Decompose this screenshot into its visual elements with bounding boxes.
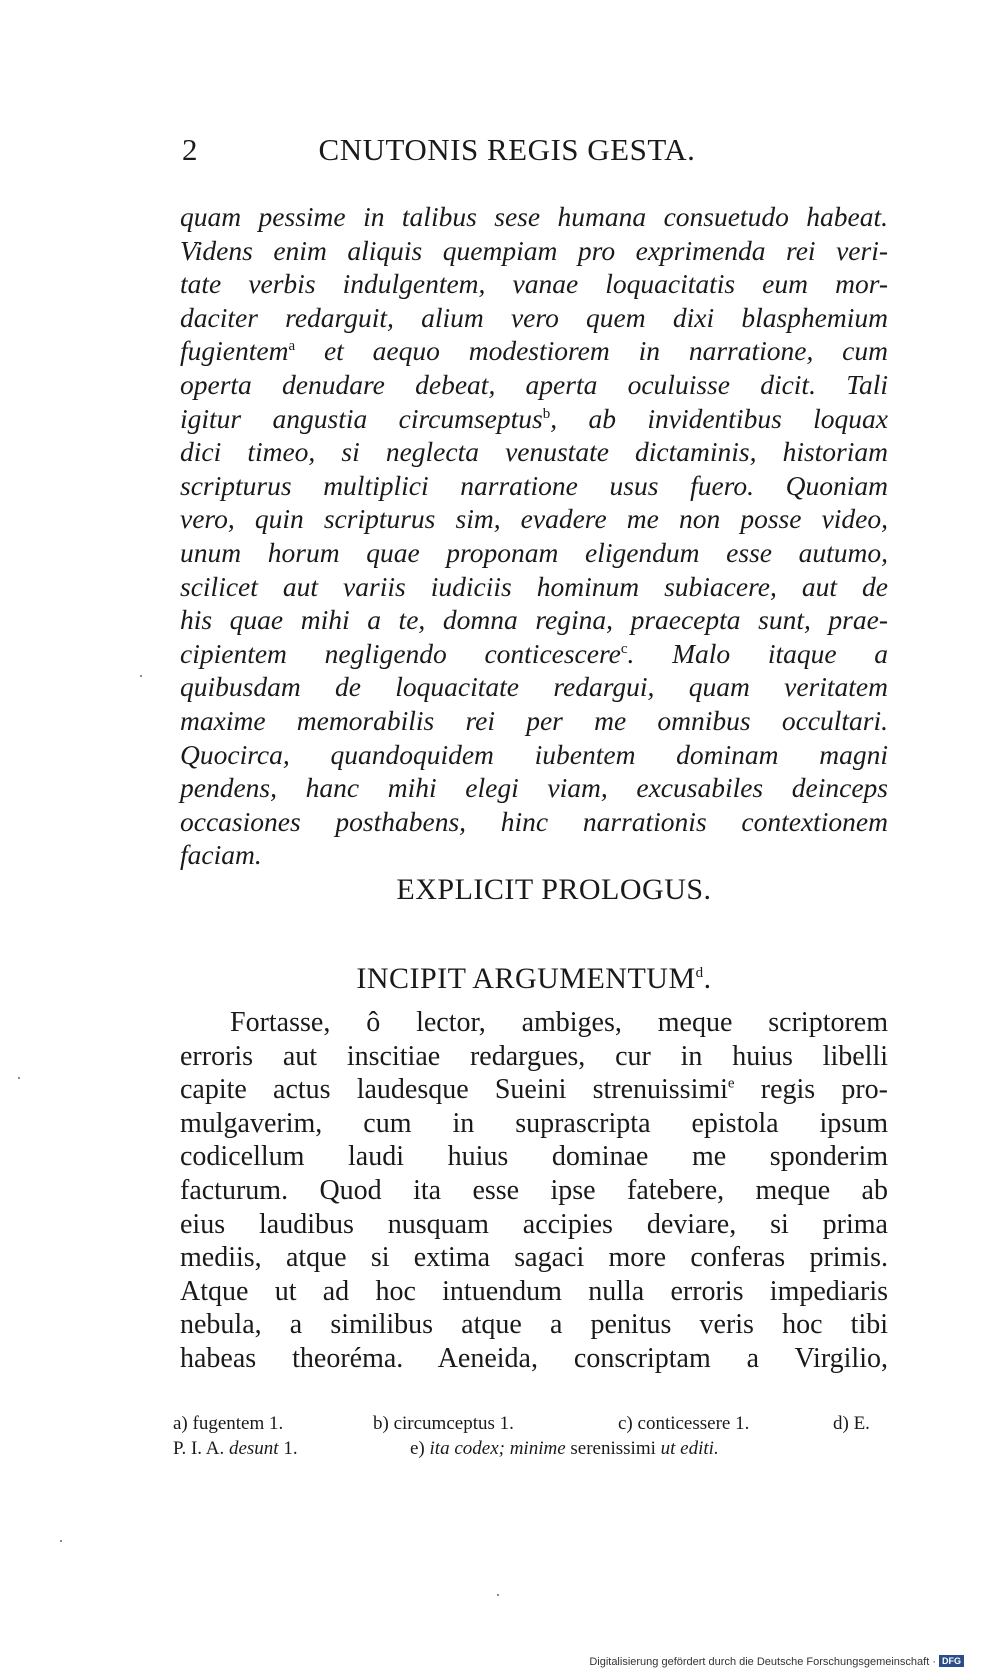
- footnote-d-desunt: desunt: [228, 1438, 279, 1459]
- text-line: daciter redarguit, alium vero quem dixi blasphemium: [180, 301, 888, 333]
- scan-speck: [140, 675, 142, 677]
- scan-speck: [497, 1594, 499, 1596]
- running-head: [182, 132, 832, 172]
- text-line: his quae mihi a te, domna regina, praecepta sunt, prae-: [180, 604, 888, 636]
- footnote-mark-b: b: [542, 405, 551, 422]
- text-line: operta denudare debeat, aperta oculuisse dicit. Tali: [180, 368, 888, 400]
- footnote-b: b) circumceptus 1.: [373, 1413, 514, 1434]
- text-line: [180, 334, 888, 368]
- scan-speck: [18, 1077, 20, 1079]
- footnote-mark-c: c: [620, 640, 628, 657]
- text-line: scripturus multiplici narratione usus fuero. Quoniam: [180, 469, 888, 501]
- digitization-credit-text: Digitalisierung gefördert durch die Deutsche Forschungsgemeinschaft ·: [589, 1656, 936, 1668]
- text-line: mediis, atque si extima sagaci more conferas primis.: [180, 1242, 888, 1274]
- text-line: Atque ut ad hoc intuendum nulla erroris impediaris: [180, 1275, 888, 1307]
- text-line: dici timeo, si neglecta venustate dictaminis, historiam: [180, 436, 888, 468]
- dfg-logo: DFG: [939, 1655, 964, 1667]
- text-segment: . Malo itaque a: [627, 637, 888, 669]
- text-segment: fugientem: [180, 335, 289, 367]
- text-segment: regis pro-: [734, 1074, 888, 1106]
- text-line: quam pessime in talibus sese humana consuetudo habeat.: [180, 201, 888, 232]
- explicit-heading: EXPLICIT PROLOGUS.: [396, 873, 712, 906]
- incipit-heading: [180, 962, 888, 996]
- footnote-a: a) fugentem 1.: [173, 1413, 284, 1434]
- footnote-line: [173, 1411, 885, 1436]
- footnote-d: d) E.: [833, 1413, 870, 1434]
- text-line: quibusdam de loquacitate redargui, quam veritatem: [180, 671, 888, 703]
- text-line: mulgaverim, cum in suprascripta epistola ipsum: [180, 1107, 888, 1139]
- text-line: [180, 402, 888, 436]
- footnote-c: c) conticessere 1.: [618, 1413, 750, 1434]
- text-segment: capite actus laudesque Sueini strenuissimi: [180, 1074, 728, 1106]
- footnote-mark-a: a: [288, 338, 296, 355]
- text-line: habeas theoréma. Aeneida, conscriptam a Virgilio,: [180, 1342, 888, 1374]
- text-line: maxime memorabilis rei per me omnibus occultari.: [180, 704, 888, 736]
- text-line: faciam.: [180, 839, 262, 871]
- text-line: occasiones posthabens, hinc narrationis contextionem: [180, 805, 888, 837]
- footnote-mark-d: d: [695, 965, 704, 981]
- text-line: Quocirca, quandoquidem iubentem dominam magni: [180, 738, 888, 770]
- footnote-e-label: e): [410, 1438, 425, 1459]
- text-line: facturum. Quod ita esse ipse fatebere, meque ab: [180, 1174, 888, 1206]
- footnote-mark-e: e: [727, 1075, 735, 1092]
- text-line: nebula, a similibus atque a penitus veris hoc tibi: [180, 1309, 888, 1341]
- footnote-d-continued: [173, 1436, 298, 1461]
- footnote-line: [173, 1436, 885, 1461]
- text-segment: cipientem negligendo conticescere: [180, 637, 621, 669]
- footnote-e-ut: ut: [660, 1438, 676, 1459]
- text-line: pendens, hanc mihi elegi viam, excusabiles deinceps: [180, 772, 888, 804]
- text-line: Videns enim aliquis quempiam pro exprimenda rei veri-: [180, 234, 888, 266]
- incipit-heading-text: INCIPIT ARGUMENTUM: [356, 962, 696, 995]
- running-title: CNUTONIS REGIS GESTA.: [318, 132, 696, 167]
- footnote-d-sigla: P. I. A.: [173, 1438, 225, 1459]
- page-number: 2: [182, 132, 198, 167]
- scan-speck: [60, 1540, 62, 1542]
- text-line: scilicet aut variis iudiciis hominum subiacere, aut de: [180, 570, 888, 602]
- text-line: codicellum laudi huius dominae me sponderim: [180, 1141, 888, 1173]
- text-line: tate verbis indulgentem, vanae loquacitatis eum mor-: [180, 268, 888, 300]
- text-segment: et aequo modestiorem in narratione, cum: [323, 335, 888, 367]
- text-line: erroris aut inscitiae redargues, cur in huius libelli: [180, 1040, 888, 1072]
- footnotes: [173, 1411, 885, 1461]
- prologue-text: [180, 200, 888, 872]
- text-line: Fortasse, ô lector, ambiges, meque scriptorem: [230, 1007, 888, 1038]
- text-line: eius laudibus nusquam accipies deviare, si prima: [180, 1208, 888, 1240]
- text-line: unum horum quae proponam eligendum esse autumo,: [180, 536, 888, 568]
- incipit-heading-period: .: [703, 962, 712, 995]
- footnote-e-word: serenissimi: [570, 1438, 656, 1459]
- text-segment: , ab invidentibus loquax: [550, 402, 888, 434]
- text-line: [180, 637, 888, 671]
- footnote-d-end: 1.: [283, 1438, 298, 1459]
- text-segment: igitur angustia circumseptus: [180, 402, 543, 434]
- footnote-e-italic: ita codex; minime: [429, 1438, 566, 1459]
- footnote-e: [410, 1436, 719, 1461]
- footnote-e-editi: editi.: [680, 1438, 719, 1459]
- text-line: [180, 1073, 888, 1107]
- text-line: vero, quin scripturus sim, evadere me non posse video,: [180, 503, 888, 535]
- digitization-credit: [589, 1655, 964, 1668]
- argument-text: [180, 1006, 888, 1376]
